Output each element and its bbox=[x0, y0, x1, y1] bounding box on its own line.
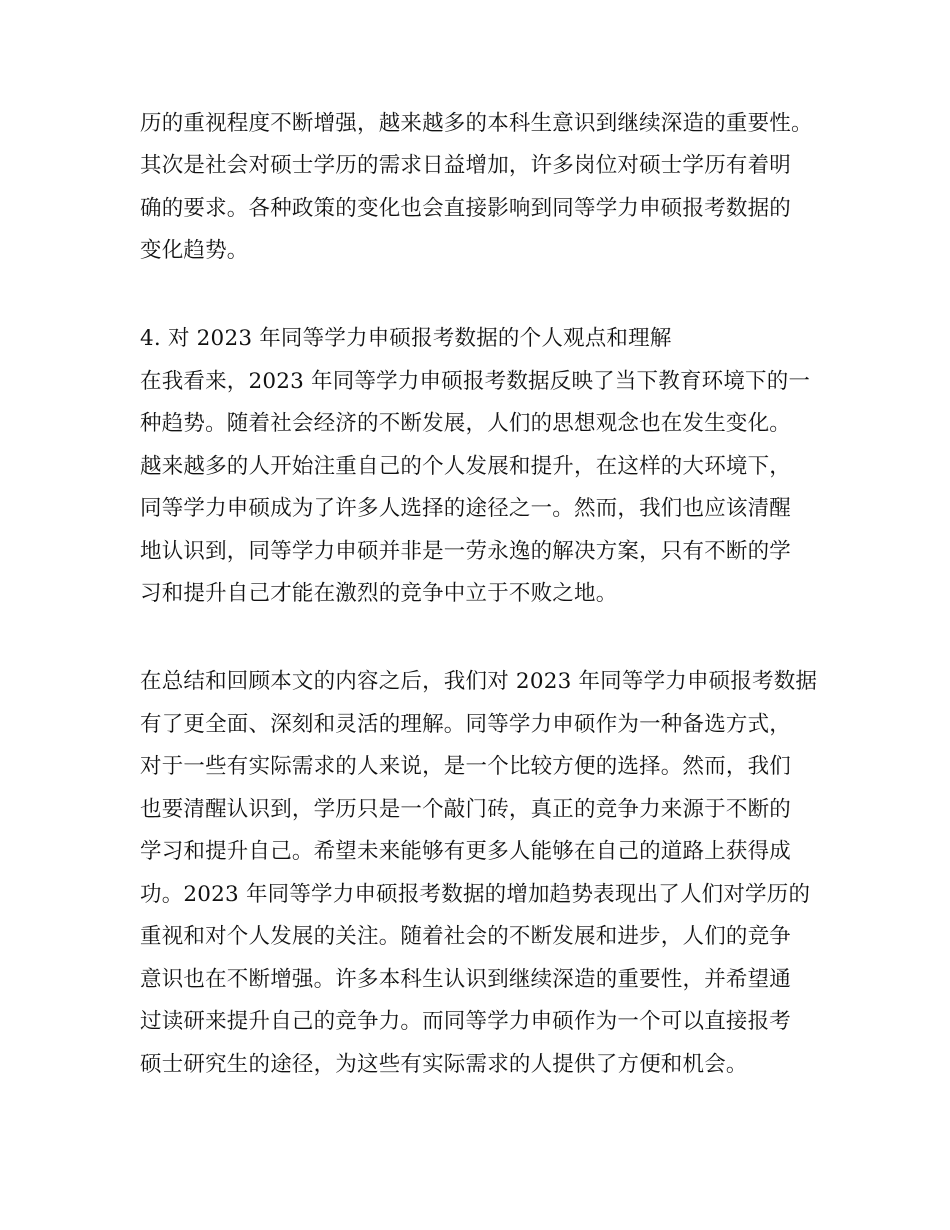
text-line: 硕士研究生的途径，为这些有实际需求的人提供了方便和机会。 bbox=[140, 1052, 748, 1077]
text-line: 越来越多的人开始注重自己的个人发展和提升，在这样的大环境下， bbox=[140, 454, 792, 479]
text-line: 种趋势。随着社会经济的不断发展，人们的思想观念也在发生变化。 bbox=[140, 411, 792, 436]
text-line: 地认识到，同等学力申硕并非是一劳永逸的解决方案，只有不断的学 bbox=[140, 539, 792, 564]
text-line: 变化趋势。 bbox=[140, 238, 249, 263]
text-line: 在总结和回顾本文的内容之后，我们对 2023 年同等学力申硕报考数据 bbox=[140, 669, 818, 694]
text-line: 确的要求。各种政策的变化也会直接影响到同等学力申硕报考数据的 bbox=[140, 196, 792, 221]
text-line: 同等学力申硕成为了许多人选择的途径之一。然而，我们也应该清醒 bbox=[140, 496, 792, 521]
text-line: 历的重视程度不断增强，越来越多的本科生意识到继续深造的重要性。 bbox=[140, 111, 813, 136]
text-line: 功。2023 年同等学力申硕报考数据的增加趋势表现出了人们对学历的 bbox=[140, 882, 811, 907]
text-line: 习和提升自己才能在激烈的竞争中立于不败之地。 bbox=[140, 581, 618, 606]
text-line: 也要清醒认识到，学历只是一个敲门砖，真正的竞争力来源于不断的 bbox=[140, 797, 792, 822]
text-line: 过读研来提升自己的竞争力。而同等学力申硕作为一个可以直接报考 bbox=[140, 1009, 792, 1034]
text-line: 学习和提升自己。希望未来能够有更多人能够在自己的道路上获得成 bbox=[140, 839, 792, 864]
text-line: 重视和对个人发展的关注。随着社会的不断发展和进步，人们的竞争 bbox=[140, 924, 792, 949]
text-line: 在我看来，2023 年同等学力申硕报考数据反映了当下教育环境下的一 bbox=[140, 369, 811, 394]
section-heading: 4. 对 2023 年同等学力申硕报考数据的个人观点和理解 bbox=[140, 326, 672, 351]
text-line: 其次是社会对硕士学历的需求日益增加，许多岗位对硕士学历有着明 bbox=[140, 153, 792, 178]
text-line: 意识也在不断增强。许多本科生认识到继续深造的重要性，并希望通 bbox=[140, 967, 792, 992]
text-line: 有了更全面、深刻和灵活的理解。同等学力申硕作为一种备选方式， bbox=[140, 712, 792, 737]
text-line: 对于一些有实际需求的人来说，是一个比较方便的选择。然而，我们 bbox=[140, 754, 792, 779]
